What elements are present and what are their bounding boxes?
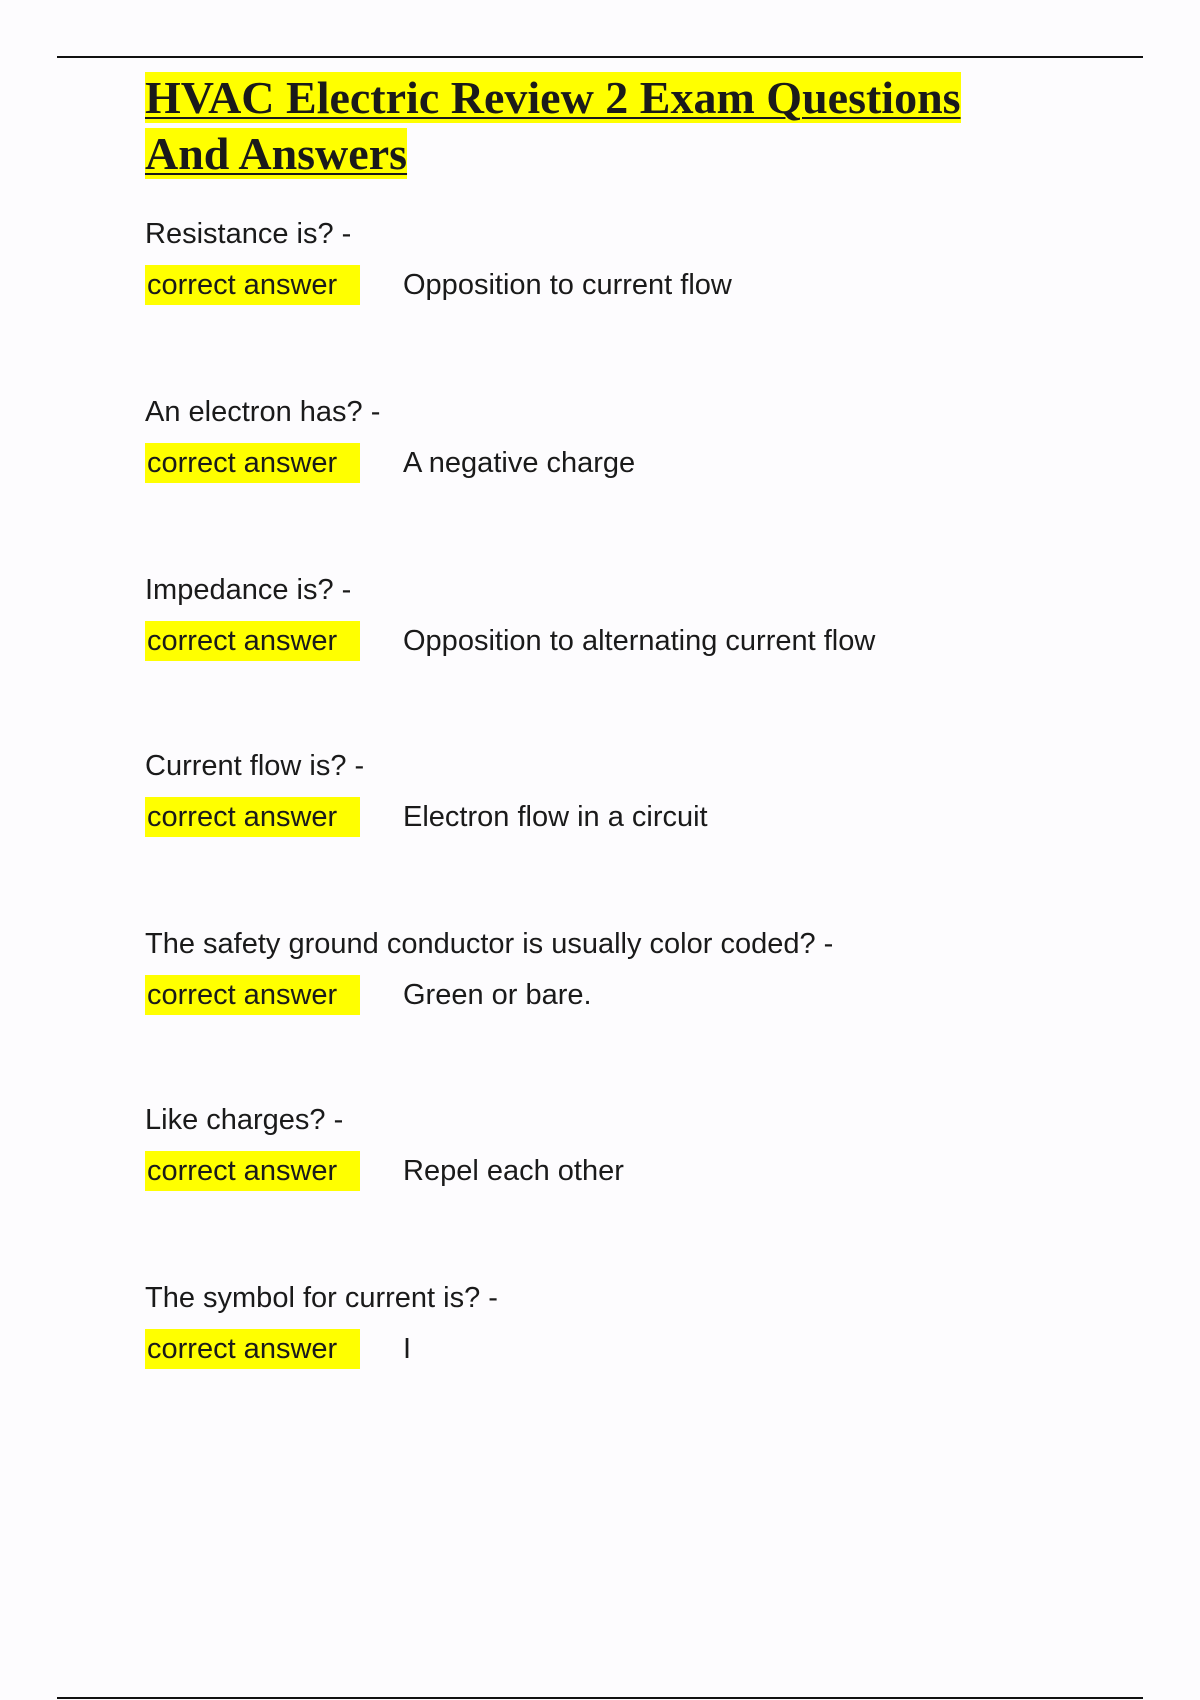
question-text: Impedance is? - — [145, 574, 352, 606]
question-text: Like charges? - — [145, 1104, 344, 1136]
correct-answer-tag: correct answer — [145, 621, 360, 661]
question-text: Current flow is? - — [145, 750, 365, 782]
qa-item-6 — [145, 1102, 1125, 1191]
answer-text: I — [403, 1333, 412, 1365]
qa-item-2 — [145, 394, 1125, 483]
answer-text: Opposition to current flow — [403, 269, 732, 301]
answer-text: Green or bare. — [403, 979, 592, 1011]
qa-item-3 — [145, 572, 1125, 661]
document-title-text: HVAC Electric Review 2 Exam Questions And Answers — [145, 72, 961, 179]
qa-item-7 — [145, 1280, 1125, 1369]
qa-item-4 — [145, 748, 1125, 837]
answer-text: Electron flow in a circuit — [403, 801, 708, 833]
correct-answer-tag: correct answer — [145, 975, 360, 1015]
answer-text: Opposition to alternating current flow — [403, 625, 876, 657]
bottom-rule — [57, 1697, 1143, 1699]
correct-answer-tag: correct answer — [145, 443, 360, 483]
top-rule — [57, 56, 1143, 58]
qa-item-1 — [145, 216, 1125, 305]
answer-row — [145, 443, 1125, 483]
question-text: The symbol for current is? - — [145, 1282, 498, 1314]
answer-text: A negative charge — [403, 447, 636, 479]
document-body — [145, 70, 1125, 1365]
answer-row — [145, 1329, 1125, 1369]
question-text: An electron has? - — [145, 396, 381, 428]
correct-answer-tag: correct answer — [145, 1151, 360, 1191]
answer-text: Repel each other — [403, 1155, 624, 1187]
question-text: The safety ground conductor is usually color coded? - — [145, 928, 834, 960]
answer-row — [145, 265, 1125, 305]
answer-row — [145, 1151, 1125, 1191]
answer-row — [145, 975, 1125, 1015]
qa-item-5 — [145, 926, 1125, 1015]
answer-row — [145, 621, 1125, 661]
correct-answer-tag: correct answer — [145, 1329, 360, 1369]
answer-row — [145, 797, 1125, 837]
document-title — [145, 70, 1045, 182]
correct-answer-tag: correct answer — [145, 265, 360, 305]
correct-answer-tag: correct answer — [145, 797, 360, 837]
question-text: Resistance is? - — [145, 218, 352, 250]
